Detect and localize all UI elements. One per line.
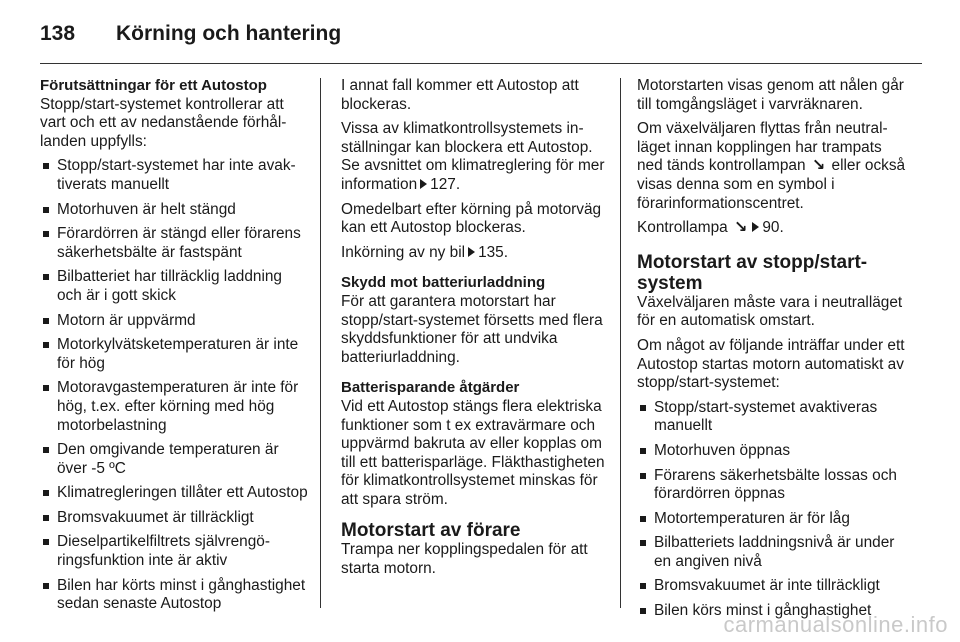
paragraph-text: Om växelväljaren flyttas från neutralläget innan kopplingen har trampats ned tänds kontrollampan	[637, 120, 888, 175]
paragraph: För att garantera motorstart har stopp/start-systemet försetts med flera skyddsfunktioner för att undvika batteriurladdning.	[341, 292, 603, 366]
paragraph: Växelväljaren måste vara i neutralläget för en automatisk omstart.	[637, 293, 903, 330]
paragraph-text: Vissa av klimatkontrollsystemets inställningar kan blockera ett Autostop. Se avsnittet om klimatreglering för mer information	[341, 120, 605, 193]
paragraph-text: Inkörning av ny bil	[341, 243, 466, 261]
page-ref-link[interactable]: 90.	[762, 219, 784, 237]
paragraph	[637, 219, 907, 238]
column-1	[40, 77, 310, 620]
list-item: Motortemperaturen är för låg	[637, 510, 907, 529]
list-item: Bilen har körts minst i gånghastighet sedan senaste Autostop	[40, 577, 310, 614]
page-title: Körning och hantering	[116, 22, 342, 45]
page-ref-link[interactable]: 135.	[478, 243, 509, 261]
shift-lamp-icon: ↘	[733, 219, 748, 237]
page-ref-link[interactable]: 127.	[430, 175, 461, 193]
page-ref-icon	[752, 222, 759, 232]
section-title: Motorstart av förare	[341, 520, 521, 542]
section-heading: Batterisparande åtgärder	[341, 379, 520, 397]
list-item: Bromsvakuumet är inte tillräckligt	[637, 577, 907, 596]
list-item: Motorkylvätsketemperaturen är inte för hög	[40, 336, 310, 373]
list-item: Bromsvakuumet är tillräckligt	[40, 509, 310, 528]
paragraph: Omedelbart efter körning på motorväg kan ett Autostop blockeras.	[341, 200, 602, 237]
column-3	[637, 77, 907, 627]
paragraph: Om något av följande inträffar under ett Autostop startas motorn automatiskt av stopp/start-systemet:	[637, 336, 905, 392]
list-item: Bilbatteriets laddningsnivå är under en angiven nivå	[637, 534, 907, 571]
section-title: Motorstart av stopp/start-system	[637, 251, 868, 294]
list-item: Klimatregleringen tillåter ett Autostop	[40, 484, 310, 503]
paragraph: Trampa ner kopplingspedalen för att starta motorn.	[341, 541, 588, 578]
list-item: Dieselpartikelfiltrets självrengöringsfunktion inte är aktiv	[40, 533, 310, 570]
bullet-list	[637, 399, 907, 621]
list-item: Motoravgastemperaturen är inte för hög, t.ex. efter körning med hög motorbelastning	[40, 379, 310, 435]
paragraph: Motorstarten visas genom att nålen går till tomgångsläget i varvräknaren.	[637, 77, 904, 113]
list-item: Motorn är uppvärmd	[40, 312, 310, 331]
watermark: carmanualsonline.info	[723, 612, 948, 637]
section-heading: Förutsättningar för ett Autostop	[40, 77, 267, 94]
paragraph-text: eller också visas denna som en symbol i förarinformationscentret.	[637, 157, 906, 212]
paragraph: I annat fall kommer ett Autostop att blockeras.	[341, 77, 579, 113]
list-item: Motorhuven är helt stängd	[40, 201, 310, 220]
list-item: Motorhuven öppnas	[637, 442, 907, 461]
page-number: 138	[40, 22, 76, 45]
section-heading: Skydd mot batteriurladdning	[341, 274, 546, 292]
list-item: Stopp/start-systemet avaktiveras manuellt	[637, 399, 907, 436]
shift-lamp-icon: ↘	[811, 157, 826, 175]
column-2	[341, 77, 609, 585]
list-item: Stopp/start-systemet har inte avaktiverats manuellt	[40, 157, 310, 194]
list-item: Den omgivande temperaturen är över -5 ºC	[40, 441, 310, 478]
paragraph: Stopp/start-systemet kontrollerar att vart och ett av nedanstående förhållanden uppfylls:	[40, 95, 287, 150]
paragraph	[341, 120, 609, 194]
list-item: Förarens säkerhetsbälte lossas och förardörren öppnas	[637, 467, 907, 504]
paragraph: Vid ett Autostop stängs flera elektriska funktioner som t ex extravärmare och uppvärmd bakruta av eller kopplas om till ett batterisparläge. Fläkthastigheten för klimatkontrollsystemet minskas för att spara ström.	[341, 397, 605, 508]
page-header	[40, 14, 920, 54]
header-rule	[40, 63, 922, 64]
list-item: Bilbatteriet har tillräcklig laddning och är i gott skick	[40, 268, 310, 305]
paragraph-text: Kontrollampa	[637, 219, 728, 237]
page-ref-icon	[468, 247, 475, 257]
list-item: Bilen körs minst i gånghastighet	[637, 602, 907, 621]
paragraph	[637, 120, 907, 213]
bullet-list	[40, 157, 310, 613]
list-item: Förardörren är stängd eller förarens säkerhetsbälte är fastspänt	[40, 225, 310, 262]
column-divider-2	[620, 78, 621, 608]
column-divider-1	[320, 78, 321, 608]
paragraph	[341, 244, 609, 263]
page-ref-icon	[420, 179, 427, 189]
